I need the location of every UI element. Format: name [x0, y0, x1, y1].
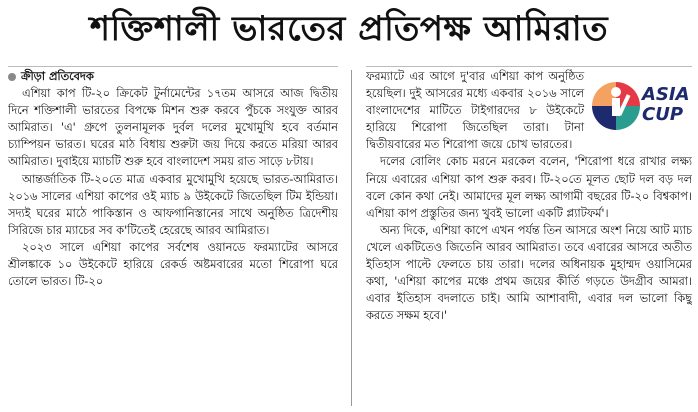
- paragraph: দলের বোলিং কোচ মরনে মরকেল বলেন, 'শিরোপা ধরে রাখার লক্ষ্য নিয়ে এবারের এশিয়া কাপ শুরু করব। টি-২০তে মূলত ছোট দল বড় দল বলে কোন কথা নেই। আমাদের মূল লক্ষ্য আগামী বছরের টি-২০ বিশ্বকাপ। এশিয়া কাপ প্রস্তুতির জন্য খুবই ভালো একটি প্ল্যাটফর্ম'।: [366, 155, 692, 220]
- byline-text: ক্রীড়া প্রতিবেদক: [21, 70, 94, 83]
- article-column-left: [8, 68, 338, 408]
- paragraph: অন্য দিকে, এশিয়া কাপে এখন পর্যন্ত তিন আসরে অংশ নিয়ে আট ম্যাচ খেলে একটিতেও জিতেনি আরব আমিরাত। তবে এবারের আসরে অতীত ইতিহাস পাল্টে ফেলতে চায় তারা। দলের অধিনায়ক মুহাম্মদ ওয়াসিমের কথা, 'এশিয়া কাপের মঞ্চে প্রথম জয়ের কীর্তি গড়তে উদগ্রীব আমরা। এবার ইতিহাস বদলাতে চাই। আমি আশাবাদী, এবার দল ভালো কিছু করতে সক্ষম হবে।': [366, 223, 692, 323]
- logo-line2: CUP: [642, 104, 684, 125]
- paragraph: [366, 68, 692, 153]
- column-divider: [351, 70, 352, 406]
- headline: শক্তিশালী ভারতের প্রতিপক্ষ আমিরাত: [89, 8, 609, 49]
- paragraph: এশিয়া কাপ টি-২০ ক্রিকেট টুর্নামেন্টের ১৭তম আসরে আজ দ্বিতীয় দিনে শক্তিশালী ভারতের বিপক্ষে মিশন শুরু করবে পুঁচকে সংযুক্ত আরব আমিরাত। 'এ' গ্রুপে তুলনামূলক দুর্বল দলের মুখোমুখি হবে বর্তমান চ্যাম্পিয়ন ভারত। ঘরের মাঠ বিধায় শুরুটা জয় দিয়ে করতে মরিয়া আরব আমিরাত। দুবাইয়ে ম্যাচটি শুরু হবে বাংলাদেশ সময় রাত সাড়ে ৮টায়।: [8, 87, 338, 169]
- bullet-icon: [8, 73, 16, 81]
- asia-cup-logo: [592, 70, 692, 144]
- logo-line1: ASIA: [642, 84, 690, 105]
- paragraph: আন্তর্জাতিক টি-২০তে মাত্র একবার মুখোমুখি হয়েছে ভারত-আমিরাত। ২০১৬ সালের এশিয়া কাপের ওই ম্যাচ ৯ উইকেটে জিতেছিল টিম ইন্ডিয়া। সদ্যই ঘরের মাঠে পাকিস্তান ও আফগানিস্তানের সাথে অনুষ্ঠিত ত্রিদেশীয় সিরিজে চার ম্যাচের সব ক'টিতেই হেরেছে আরব আমিরাত।: [8, 172, 338, 237]
- article-column-right: [366, 68, 692, 408]
- paragraph-text: ফরম্যাটে এর আগে দু'বার এশিয়া কাপ অনুষ্ঠিত হয়েছিল। দুই আসরের মধ্যে একবার ২০১৬ সালে বাংলাদেশের মাটিতে টাইগারদের ৮ উইকেটে হারিয়ে শিরোপা জিতেছিল তারা। টানা দ্বিতীয়বারের মত শিরোপা জয়ে চোখ ভারতের।: [366, 70, 584, 152]
- paragraph: ২০২৩ সালে এশিয়া কাপের সর্বশেষ ওয়ানডে ফরম্যাটের আসরে শ্রীলঙ্কাকে ১০ উইকেটে হারিয়ে রেকর্ড অষ্টমবারের মতো শিরোপা ঘরে তোলে ভারত। টি-২০: [8, 240, 338, 289]
- right-rule: [366, 66, 692, 67]
- left-rule: [8, 66, 338, 67]
- byline: [8, 68, 338, 85]
